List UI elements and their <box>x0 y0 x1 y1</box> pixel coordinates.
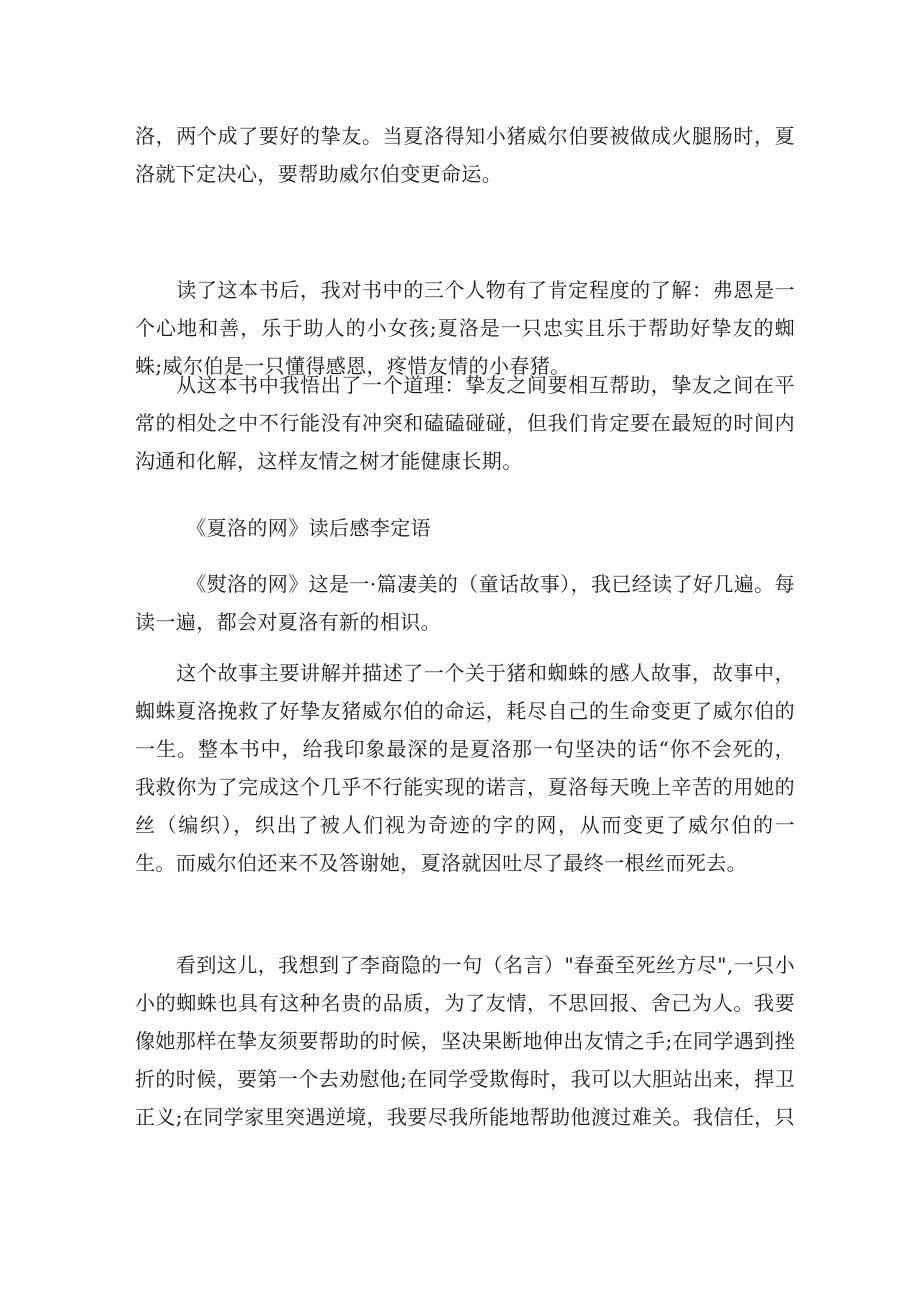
paragraph-4: 《熨洛的网》这是一·篇凄美的（童话故事），我已经读了好几遍。每读一遍，都会对夏洛有新的相识。 <box>135 572 795 634</box>
paragraph-5: 这个故事主要讲解并描述了一个关于猪和蜘蛛的感人故事，故事中，蜘蛛夏洛挽救了好挚友猪威尔伯的命运，耗尽自己的生命变更了威尔伯的一生。整本书中，给我印象最深的是夏洛那一句坚决的话“你不会死的，我救你为了完成这个几乎不行能实现的诺言，夏洛每天晚上辛苦的用她的丝（编织），织出了被人们视为奇迹的字的网，从而变更了威尔伯的一生。而威尔伯还来不及答谢她，夏洛就因吐尽了最终一根丝而死去。 <box>135 661 795 875</box>
paragraph-2: 读了这本书后，我对书中的三个人物有了肯定程度的了解：弗恩是一个心地和善，乐于助人的小女孩;夏洛是一只忠实且乐于帮助好挚友的蜘蛛;威尔伯是一只懂得感恩，疼惜友情的小春猪。 <box>135 278 795 378</box>
paragraph-6: 看到这儿，我想到了李商隐的一句（名言）"春蚕至死丝方尽",一只小小的蜘蛛也具有这种名贵的品质，为了友情，不思回报、舍己为人。我要像她那样在挚友须要帮助的时候，坚决果断地伸出友情之手;在同学遇到挫折的时候，要第一个去劝慰他;在同学受欺侮时，我可以大胆站出来，捍卫正义;在同学家里突遇逆境，我要尽我所能地帮助他渡过难关。我信任，只 <box>135 953 795 1129</box>
paragraph-3: 从这本书中我悟出了一个道理：挚友之间要相互帮助，挚友之间在平常的相处之中不行能没有冲突和磕磕碰碰，但我们肯定要在最短的时间内沟通和化解，这样友情之树才能健康长期。 <box>135 373 795 473</box>
paragraph-1: 洛，两个成了要好的挚友。当夏洛得知小猪威尔伯要被做成火腿肠时，夏洛就下定决心，要帮助威尔伯变更命运。 <box>135 124 795 186</box>
section-title: 《夏洛的网》读后感李定语 <box>135 516 431 540</box>
